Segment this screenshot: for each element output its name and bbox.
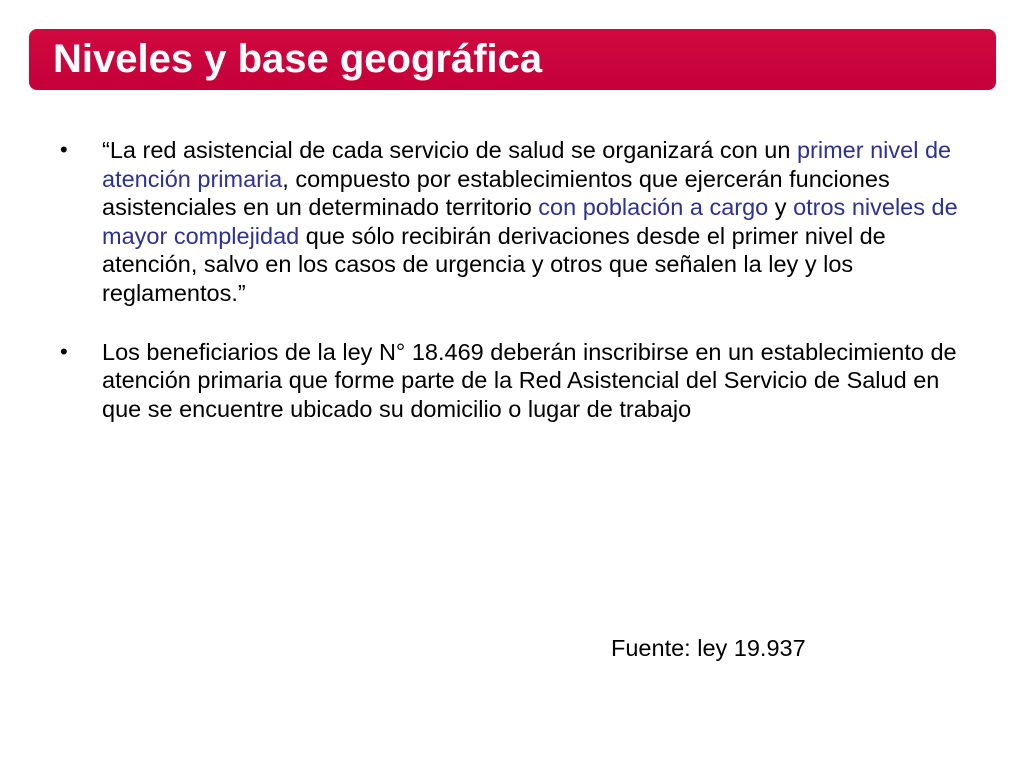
highlight-otros-niveles: otros niveles de mayor complejidad: [102, 194, 958, 249]
bullet-item-2: [60, 338, 960, 424]
slide-content: [60, 136, 960, 453]
highlight-poblacion-a-cargo: con población a cargo: [538, 194, 769, 221]
bullet-text-2: Los beneficiarios de la ley N° 18.469 deberán inscribirse en un establecimiento de atención primaria que forme parte de la Red Asistencial del Servicio de Salud en que se encuentre ubicado su domicilio o lugar de trabajo: [102, 338, 957, 422]
bullet-1-segment: “La red asistencial de cada servicio de salud se organizará con un: [102, 137, 797, 163]
bullet-text-1: [102, 137, 958, 306]
source-citation: Fuente: ley 19.937: [611, 635, 806, 661]
bullet-item-1: [60, 136, 960, 308]
highlight-primer-nivel: primer nivel de atención primaria: [102, 137, 952, 192]
bullet-marker: •: [60, 338, 68, 364]
bullet-1-segment: y: [768, 194, 794, 221]
title-bar: [29, 29, 996, 90]
slide-title: Niveles y base geográfica: [53, 37, 543, 81]
bullet-marker: •: [60, 137, 68, 162]
bullet-1-segment: , compuesto por establecimientos que ejercerán funciones asistenciales en un determinado territorio: [102, 165, 890, 221]
bullet-1-segment: que sólo recibirán derivaciones desde el primer nivel de atención, salvo en los casos de urgencia y otros que señalen la ley y los reglamentos.”: [102, 222, 886, 306]
